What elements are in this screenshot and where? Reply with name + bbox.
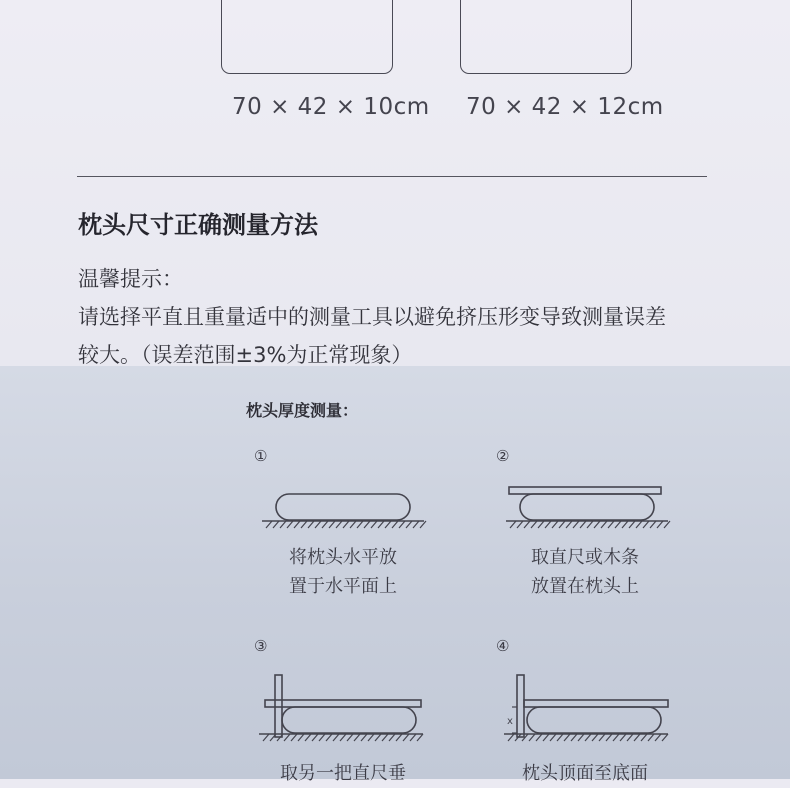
vertical-ruler: [517, 675, 524, 737]
hatch-mark: [594, 521, 600, 528]
hatch-mark: [613, 734, 619, 741]
hatch-mark: [615, 521, 621, 528]
hatch-mark: [510, 521, 516, 528]
step-2-number: ②: [496, 447, 510, 465]
hatch-mark: [326, 734, 332, 741]
step-1-figure: [258, 492, 428, 532]
hatch-mark: [305, 734, 311, 741]
hatch-mark: [557, 734, 563, 741]
vertical-ruler: [275, 675, 282, 737]
hatch-mark: [420, 521, 426, 528]
hatch-mark: [566, 521, 572, 528]
hatch-mark: [606, 734, 612, 741]
hatch-mark: [364, 521, 370, 528]
hatch-mark: [650, 521, 656, 528]
ground-hatch: [508, 734, 668, 741]
hatch-mark: [655, 734, 661, 741]
size-label-10cm: 70 × 42 × 10cm: [232, 94, 430, 120]
hatch-mark: [664, 521, 670, 528]
hatch-mark: [361, 734, 367, 741]
hatch-mark: [273, 521, 279, 528]
hatch-mark: [578, 734, 584, 741]
hatch-mark: [291, 734, 297, 741]
tip-line-1: 请选择平直且重量适中的测量工具以避免挤压形变导致测量误差: [78, 305, 666, 329]
hatch-mark: [573, 521, 579, 528]
hatch-mark: [399, 521, 405, 528]
step-3-number: ③: [254, 637, 268, 655]
hatch-mark: [538, 521, 544, 528]
hatch-mark: [294, 521, 300, 528]
hatch-mark: [662, 734, 668, 741]
hatch-mark: [599, 734, 605, 741]
hatch-mark: [312, 734, 318, 741]
step-2-caption: [485, 543, 685, 601]
hatch-mark: [601, 521, 607, 528]
hatch-mark: [571, 734, 577, 741]
hatch-mark: [622, 521, 628, 528]
hatch-mark: [389, 734, 395, 741]
step-2-line-2: 放置在枕头上: [531, 576, 639, 597]
step-1-caption: [243, 543, 443, 601]
ruler-bar: [524, 700, 668, 707]
hatch-mark: [410, 734, 416, 741]
tip-body: [78, 298, 718, 374]
size-label-12cm: 70 × 42 × 12cm: [466, 94, 664, 120]
hatch-mark: [524, 521, 530, 528]
pillow-shape: [276, 494, 410, 520]
pillow-shape: [527, 707, 661, 733]
hatch-mark: [378, 521, 384, 528]
step-4-line-1: 枕头顶面至底面: [522, 763, 648, 784]
pillow-outline-12cm: [460, 0, 632, 74]
hatch-mark: [536, 734, 542, 741]
step-2-line-1: 取直尺或木条: [531, 547, 639, 568]
hatch-mark: [322, 521, 328, 528]
hatch-mark: [517, 521, 523, 528]
hatch-mark: [280, 521, 286, 528]
hatch-mark: [301, 521, 307, 528]
hatch-mark: [266, 521, 272, 528]
hatch-mark: [340, 734, 346, 741]
hatch-mark: [552, 521, 558, 528]
hatch-mark: [371, 521, 377, 528]
hatch-mark: [403, 734, 409, 741]
pillow-outline-10cm: [221, 0, 393, 74]
step-1-number: ①: [254, 447, 268, 465]
hatch-mark: [385, 521, 391, 528]
ruler-bar: [509, 487, 661, 494]
hatch-mark: [406, 521, 412, 528]
hatch-mark: [529, 734, 535, 741]
hatch-mark: [396, 734, 402, 741]
hatch-mark: [629, 521, 635, 528]
hatch-mark: [636, 521, 642, 528]
hatch-mark: [657, 521, 663, 528]
divider: [77, 176, 707, 177]
hatch-mark: [643, 521, 649, 528]
step-4-caption: [485, 759, 685, 788]
hatch-mark: [627, 734, 633, 741]
hatch-mark: [319, 734, 325, 741]
step-3-line-1: 取另一把直尺垂: [280, 763, 406, 784]
hatch-mark: [382, 734, 388, 741]
hatch-mark: [336, 521, 342, 528]
step-3-figure: [255, 675, 430, 745]
hatch-mark: [641, 734, 647, 741]
hatch-mark: [417, 734, 423, 741]
step-1-line-2: 置于水平面上: [289, 576, 397, 597]
hatch-mark: [284, 734, 290, 741]
hatch-mark: [648, 734, 654, 741]
hatch-mark: [315, 521, 321, 528]
pillow-shape: [282, 707, 416, 733]
hatch-mark: [608, 521, 614, 528]
hatch-mark: [333, 734, 339, 741]
hatch-mark: [375, 734, 381, 741]
hatch-mark: [357, 521, 363, 528]
hatch-mark: [545, 521, 551, 528]
step-3-caption: [243, 759, 443, 788]
hatch-mark: [543, 734, 549, 741]
hatch-mark: [592, 734, 598, 741]
section-title: 枕头尺寸正确测量方法: [78, 211, 318, 239]
hatch-mark: [550, 734, 556, 741]
hatch-mark: [329, 521, 335, 528]
ground-hatch: [266, 521, 426, 528]
hatch-mark: [620, 734, 626, 741]
hatch-mark: [347, 734, 353, 741]
step-4-figure: [500, 675, 675, 745]
hatch-mark: [354, 734, 360, 741]
hatch-mark: [559, 521, 565, 528]
measure-heading: 枕头厚度测量：: [246, 401, 359, 420]
hatch-mark: [634, 734, 640, 741]
hatch-mark: [263, 734, 269, 741]
ground-hatch: [263, 734, 423, 741]
ground-hatch: [510, 521, 670, 528]
dimension-x-label: x: [507, 716, 513, 727]
hatch-mark: [508, 734, 514, 741]
hatch-mark: [585, 734, 591, 741]
hatch-mark: [298, 734, 304, 741]
hatch-mark: [287, 521, 293, 528]
tip-line-2: 较大。（误差范围±3%为正常现象）: [78, 343, 413, 367]
ruler-bar: [265, 700, 421, 707]
hatch-mark: [531, 521, 537, 528]
hatch-mark: [587, 521, 593, 528]
hatch-mark: [343, 521, 349, 528]
pillow-shape: [520, 494, 654, 520]
hatch-mark: [413, 521, 419, 528]
hatch-mark: [392, 521, 398, 528]
step-4-number: ④: [496, 637, 510, 655]
hatch-mark: [368, 734, 374, 741]
hatch-mark: [308, 521, 314, 528]
hatch-mark: [350, 521, 356, 528]
tip-heading: 温馨提示：: [78, 267, 183, 291]
step-1-line-1: 将枕头水平放: [289, 547, 397, 568]
hatch-mark: [564, 734, 570, 741]
step-2-figure: [502, 487, 672, 531]
hatch-mark: [580, 521, 586, 528]
